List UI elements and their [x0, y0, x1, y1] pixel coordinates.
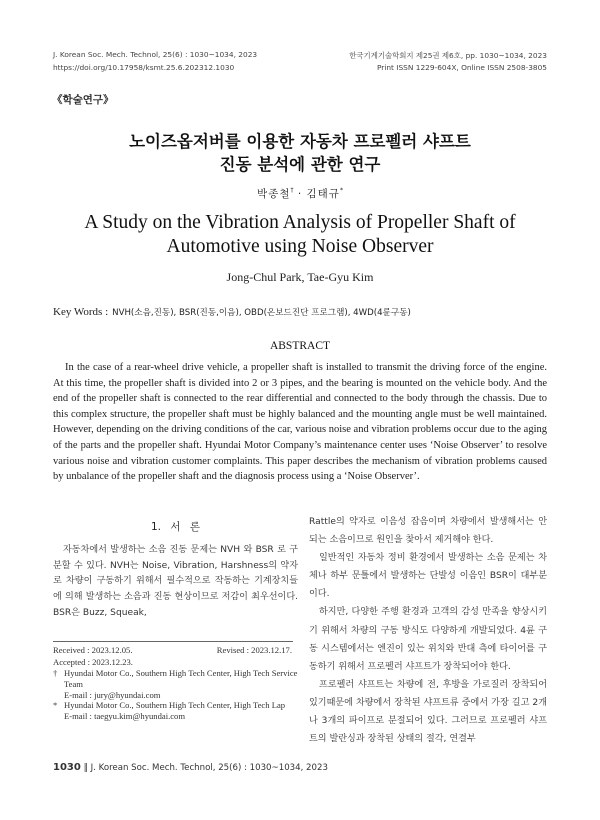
section-1-heading: 1. 서 론 — [151, 521, 200, 533]
intro-paragraph-1-continued: Rattle의 약자로 이음성 잡음이며 차량에서 발생해서는 안 되는 소음이므로 원인을 찾아서 제거해야 한다. — [309, 517, 547, 546]
author-1-mark: † — [290, 187, 294, 194]
author-2-korean: 김태규 — [306, 188, 340, 200]
footnote-1-affiliation: Hyundai Motor Co., Southern High Tech Center, High Tech Service Team — [64, 668, 298, 689]
received-date: Received : 2023.12.05. — [53, 645, 133, 655]
footer-journal: J. Korean Soc. Mech. Technol, 25(6) : 1030~1034, 2023 — [90, 763, 328, 773]
footer-separator: ‖ — [80, 763, 91, 773]
page-footer — [53, 762, 328, 773]
doi-link[interactable]: https://doi.org/10.17958/ksmt.25.6.202312.1030 — [53, 63, 235, 72]
journal-citation-korean: 한국기계기술학회지 제25권 제6호, pp. 1030~1034, 2023 — [349, 51, 547, 60]
author-2-mark: * — [339, 187, 343, 194]
footnote-1-email[interactable]: E-mail : jury@hyundai.com — [64, 690, 161, 700]
journal-citation: J. Korean Soc. Mech. Technol, 25(6) : 1030~1034, 2023 — [53, 50, 258, 59]
page-number: 1030 — [53, 762, 81, 773]
korean-title-line-1: 노이즈옵저버를 이용한 자동차 프로펠러 샤프트 — [129, 132, 471, 151]
abstract-text: In the case of a rear-wheel drive vehicle, a propeller shaft is installed to transmit the driving force of the engine. At this time, the propeller shaft is divided into 2 or 3 pipes, and the bearing is mounted on the vehicle body. And the end of the propeller shaft is connected to the rear differential and connected to the body through the chassis. Due to this complex structure, the propeller shaft must be highly balanced and the mounting angle must be well maintained. However, depending on the driving conditions of the car, various noise and vibration problems occur due to the aging of the parts and the propeller shaft. Hyundai Motor Company’s maintenance center uses ‘Noise Observer’ to resolve various noise and vibration customer complaints. This paper describes the mechanism of vibration problems caused by unbalance of the propeller shaft and the diagnosis process using a ‘Noise Observer’. — [53, 362, 547, 483]
footnote-2-affiliation: Hyundai Motor Co., Southern High Tech Center, High Tech Lap — [64, 700, 286, 710]
article-type: 《학술연구》 — [52, 94, 114, 106]
author-separator: · — [293, 188, 307, 200]
footnote-2-email[interactable]: E-mail : taegyu.kim@hyundai.com — [64, 711, 186, 721]
intro-paragraph-4: 프로펠러 샤프트는 차량에 전, 후방을 가로질러 장착되어 있기때문에 차량에서 장착된 샤프트류 중에서 가장 길고 2개나 3개의 파이프로 분절되어 있다. 그러므로 프로펠러 샤프트의 발란싱과 장착된 상태의 절각, 연결부 — [309, 679, 547, 745]
right-column — [309, 513, 547, 748]
keywords — [53, 306, 411, 318]
keywords-text: NVH(소음,진동), BSR(진동,이음), OBD(온보드진단 프로그램), 4WD(4륜구동) — [112, 308, 411, 318]
footnote-received-revised — [53, 645, 298, 656]
revised-date: Revised : 2023.12.17. — [216, 645, 292, 655]
english-title-line-2: Automotive using Noise Observer — [166, 236, 434, 257]
author-1-korean: 박종철 — [257, 188, 291, 200]
footnote-1-mark: † — [53, 668, 58, 678]
keywords-label: Key Words : — [53, 306, 109, 318]
left-column — [53, 543, 298, 622]
footnote-accepted — [53, 657, 298, 668]
footnote-author-1 — [53, 668, 298, 701]
footnote-2-mark: * — [53, 700, 58, 710]
accepted-date: Accepted : 2023.12.23. — [53, 657, 133, 667]
korean-title-line-2: 진동 분석에 관한 연구 — [219, 155, 381, 174]
footnote-divider — [53, 641, 293, 642]
abstract-heading: ABSTRACT — [269, 340, 331, 352]
korean-authors — [0, 186, 600, 201]
intro-paragraph-2: 일반적인 자동차 정비 환경에서 발생하는 소음 문제는 차체나 하부 문틀에서 발생하는 단발성 이음인 BSR이 대부분이다. — [309, 553, 547, 600]
intro-paragraph-1: 자동차에서 발생하는 소음 진동 문제는 NVH 와 BSR 로 구분할 수 있다. NVH는 Noise, Vibration, Harshness의 약자로 차량이 구동하기 위해서 필수적으로 작동하는 기계장치들에 의해 발생하는 소음과 진동 현상이므로 저감이 최우선이다. BSR은 Buzz, Squeak, — [53, 545, 298, 618]
issn-info: Print ISSN 1229-604X, Online ISSN 2508-3805 — [376, 63, 547, 72]
english-authors: Jong-Chul Park, Tae-Gyu Kim — [226, 270, 374, 284]
intro-paragraph-3: 하지만, 다양한 주행 환경과 고객의 감성 만족을 향상시키기 위해서 차량의 구동 방식도 다양하게 개발되었다. 4륜 구동 시스템에서는 엔진이 있는 위치와 반대 측에 타이어를 구동하기 위해서 프로펠러 샤프트가 장착되어야 한다. — [309, 607, 547, 672]
footnote-author-2 — [53, 700, 298, 722]
english-title-line-1: A Study on the Vibration Analysis of Propeller Shaft of — [84, 212, 516, 233]
